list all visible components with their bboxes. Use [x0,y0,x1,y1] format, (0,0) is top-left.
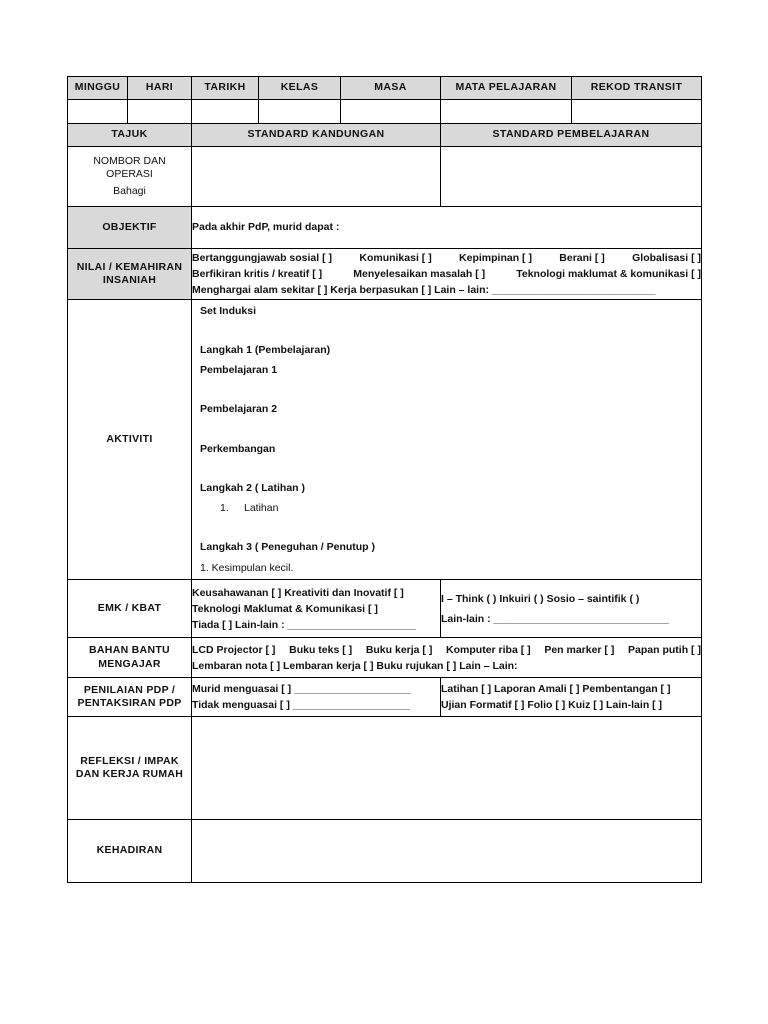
header-mata-pelajaran: MATA PELAJARAN [441,77,572,100]
nilai-teknologi-maklumat[interactable]: Teknologi maklumat & komunikasi [ ] [516,268,701,280]
tajuk-header-row [68,124,702,147]
objektif-row [68,207,702,249]
bahan-row [68,638,702,678]
nilai-line-1 [192,250,701,266]
aktiviti-row [68,300,702,580]
emk-right-line-2[interactable]: Lain-lain : ______________________________ [441,612,669,625]
bahan-papan-putih[interactable]: Papan putih [ ] [628,643,701,656]
header-kelas: KELAS [259,77,341,100]
pembelajaran-2: Pembelajaran 2 [200,403,278,415]
standard-kandungan-label: STANDARD KANDUNGAN [192,124,441,147]
latihan-item: Latihan [244,502,279,514]
standard-pembelajaran-cell[interactable] [441,147,702,207]
objektif-text: Pada akhir PdP, murid dapat : [192,220,340,233]
nilai-line-3[interactable]: Menghargai alam sekitar [ ] Kerja berpasukan [ ] Lain – lain: ____________________________ [192,284,656,296]
minggu-value-cell[interactable] [68,100,128,124]
emk-label: EMK / KBAT [68,580,192,638]
nilai-komunikasi[interactable]: Komunikasi [ ] [359,252,432,264]
tarikh-value-cell[interactable] [192,100,259,124]
bahan-lcd-projector[interactable]: LCD Projector [ ] [192,643,276,656]
emk-left-cell [192,580,441,638]
emk-left-line-2[interactable]: Teknologi Maklumat & Komunikasi [ ] [192,602,378,615]
refleksi-label: REFLEKSI / IMPAK DAN KERJA RUMAH [68,717,192,820]
refleksi-cell[interactable] [192,717,702,820]
penilaian-label: PENILAIAN PDP / PENTAKSIRAN PDP [68,678,192,717]
mata-pelajaran-value-cell[interactable] [441,100,572,124]
kesimpulan-item: 1. Kesimpulan kecil. [200,562,294,574]
latihan-number: 1. [220,502,229,514]
topic-line-2: OPERASI [106,168,153,181]
tajuk-label: TAJUK [68,124,192,147]
langkah-3: Langkah 3 ( Peneguhan / Penutup ) [200,541,376,553]
emk-left-line-3[interactable]: Tiada [ ] Lain-lain : ______________________ [192,618,416,631]
penilaian-row [68,678,702,717]
nilai-bertanggungjawab[interactable]: Bertanggungjawab sosial [ ] [192,252,333,264]
topic-row [68,147,702,207]
penilaian-right-line-2[interactable]: Ujian Formatif [ ] Folio [ ] Kuiz [ ] Lain-lain [ ] [441,699,663,711]
bahan-pen-marker[interactable]: Pen marker [ ] [544,643,615,656]
bahan-buku-kerja[interactable]: Buku kerja [ ] [365,643,433,656]
topic-line-1: NOMBOR DAN [93,155,166,168]
objektif-label: OBJEKTIF [68,207,192,249]
standard-pembelajaran-label: STANDARD PEMBELAJARAN [441,124,702,147]
header-minggu: MINGGU [68,77,128,100]
rekod-transit-value-cell[interactable] [572,100,702,124]
langkah-1: Langkah 1 (Pembelajaran) [200,344,331,356]
standard-kandungan-cell[interactable] [192,147,441,207]
nilai-globalisasi[interactable]: Globalisasi [ ] [632,252,701,264]
penilaian-left-cell [192,678,441,717]
pembelajaran-1: Pembelajaran 1 [200,364,278,376]
header-row [68,77,702,100]
refleksi-row [68,717,702,820]
emk-left-line-1[interactable]: Keusahawanan [ ] Kreativiti dan Inovatif [ ] [192,586,404,599]
objektif-cell[interactable] [192,207,702,249]
nilai-line-2 [192,266,701,282]
kehadiran-cell[interactable] [192,820,702,883]
header-tarikh: TARIKH [192,77,259,100]
emk-row [68,580,702,638]
header-hari: HARI [128,77,192,100]
topic-cell [68,147,192,207]
nilai-menyelesaikan-masalah[interactable]: Menyelesaikan masalah [ ] [353,268,486,280]
header-masa: MASA [341,77,441,100]
bahan-label: BAHAN BANTU MENGAJAR [68,638,192,678]
emk-right-cell [441,580,702,638]
kehadiran-row [68,820,702,883]
langkah-2: Langkah 2 ( Latihan ) [200,482,306,494]
nilai-berfikiran-kritis[interactable]: Berfikiran kritis / kreatif [ ] [192,268,323,280]
perkembangan: Perkembangan [200,443,276,455]
lesson-plan-table [67,76,702,883]
hari-value-cell[interactable] [128,100,192,124]
header-rekod-transit: REKOD TRANSIT [572,77,702,100]
bahan-cell [192,638,702,678]
aktiviti-label: AKTIVITI [68,300,192,580]
masa-value-cell[interactable] [341,100,441,124]
bahan-line-2[interactable]: Lembaran nota [ ] Lembaran kerja [ ] Buku rujukan [ ] Lain – Lain: [192,659,518,672]
aktiviti-content [192,300,701,574]
penilaian-right-line-1[interactable]: Latihan [ ] Laporan Amali [ ] Pembentangan [ ] [441,683,671,695]
nilai-cell [192,249,702,300]
nilai-kepimpinan[interactable]: Kepimpinan [ ] [459,252,532,264]
header-entry-row [68,100,702,124]
bahan-komputer-riba[interactable]: Komputer riba [ ] [446,643,531,656]
bahan-line-1 [192,642,701,658]
bahan-buku-teks[interactable]: Buku teks [ ] [289,643,353,656]
aktiviti-cell[interactable] [192,300,702,580]
nilai-berani[interactable]: Berani [ ] [559,252,605,264]
penilaian-tidak-menguasai[interactable]: Tidak menguasai [ ] ____________________ [192,699,410,711]
emk-right-line-1[interactable]: I – Think ( ) Inkuiri ( ) Sosio – saintifik ( ) [441,592,640,605]
nilai-row [68,249,702,300]
set-induksi: Set Induksi [200,305,257,317]
nilai-label: NILAI / KEMAHIRAN INSANIAH [68,249,192,300]
topic-line-3: Bahagi [113,184,146,197]
kehadiran-label: KEHADIRAN [68,820,192,883]
penilaian-murid-menguasai[interactable]: Murid menguasai [ ] ____________________ [192,683,411,695]
penilaian-right-cell [441,678,702,717]
kelas-value-cell[interactable] [259,100,341,124]
